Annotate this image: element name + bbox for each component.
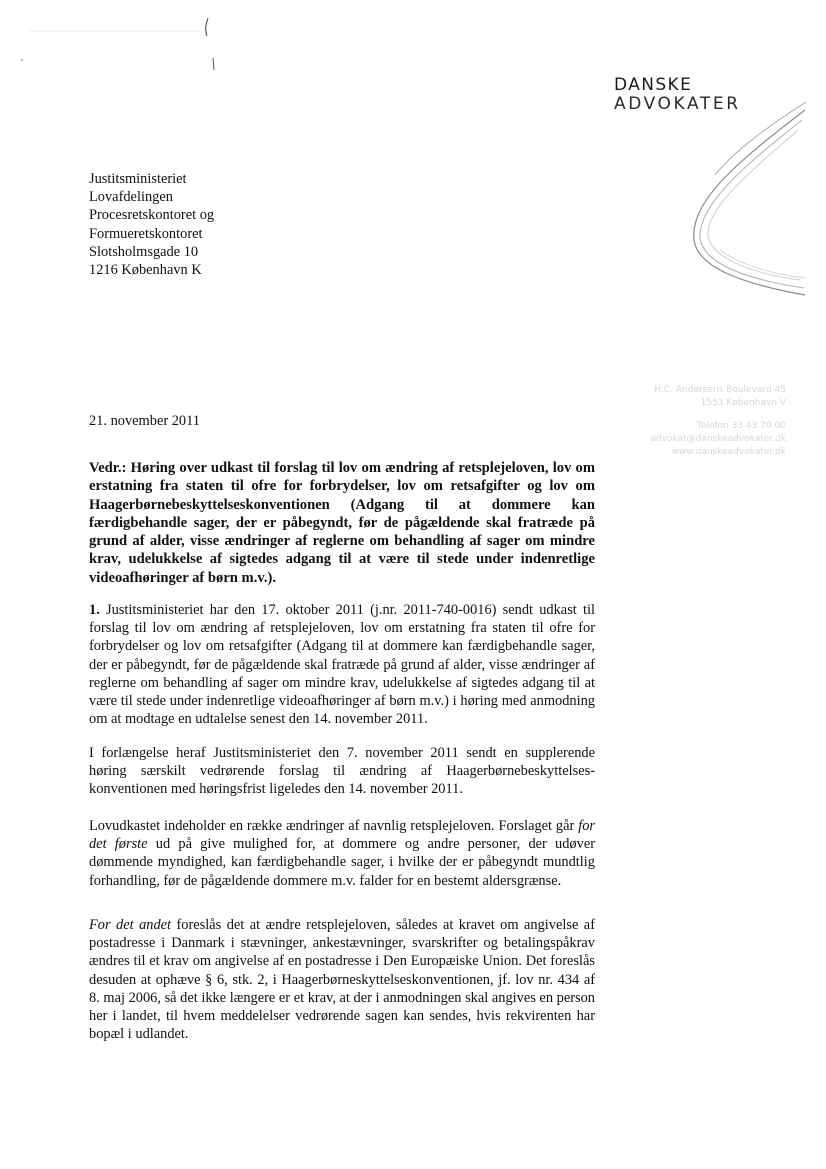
address-line: Justitsministeriet	[89, 171, 187, 187]
sender-contact	[650, 384, 786, 459]
contact-line: H.C. Andersens Boulevard 45	[654, 385, 786, 395]
address-line: Formueretskontoret	[89, 225, 203, 242]
logo-line-2: ADVOKATER	[614, 94, 741, 114]
paragraph-text: ud på give mulighed for, at dommere og andre personer, der udøver dømmende myndighed, kan færdigbehandle sager, i hvilke der er påbegyndt mundtlig forhandling, før de pågældende dommere m.v. falder for en bestemt aldersgrænse.	[89, 836, 595, 889]
address-line: Slotsholmsgade 10	[89, 243, 199, 260]
address-line: Lovafdelingen	[89, 189, 173, 206]
logo-line-1: DANSKE	[614, 75, 693, 95]
paragraph-number: 1.	[89, 602, 100, 618]
contact-line: Telefon 33 43 70 00	[696, 421, 786, 431]
paragraph-text: Lovudkastet indeholder en række ændringer af navnlig retsplejeloven. Forslaget går	[89, 818, 579, 834]
letter-date: 21. november 2011	[89, 413, 200, 429]
contact-line: www.danskeadvokater.dk	[671, 447, 786, 457]
subject-heading: Vedr.: Høring over udkast til forslag til lov om ændring af retsplejeloven, lov om erstatning fra staten til ofre for forbrydelser, lov om retsafgifter og lov om Haagerbørnebeskyttelseskonventionen (Adgang til at dommere kan færdigbehandle sager, der er påbegyndt, før de pågældende skal fratræde på grund af alder, visse ændringer af reglerne om behandling af sager om mindre krav, udelukkelse af sigtedes adgang til at være til stede under indenretlige videoafhøringer af børn m.v.).	[89, 460, 595, 586]
swoosh-graphic	[680, 80, 810, 300]
paragraph-2: I forlængelse heraf Justitsministeriet den 7. november 2011 sendt en supplerende høring særskilt vedrørende forslag til ændring af Haagerbørnebeskyttelses-konventionen med høringsfrist ligeledes den 14. november 2011.	[89, 745, 595, 798]
paragraph-1	[89, 601, 595, 728]
emphasis-text: For det andet	[89, 917, 172, 933]
scan-marks	[0, 0, 826, 80]
paragraph-3	[89, 817, 595, 890]
contact-line: 1553 København V	[700, 398, 786, 408]
recipient-address	[89, 170, 214, 279]
paragraph-text: foreslås det at ændre retsplejeloven, således at kravet om angivelse af postadresse i Danmark i stævninger, ankestævninger, svarskrifter og betalingspåkrav ændres til et krav om angivelse af en postadresse i Den Europæiske Union. Det foreslås desuden at ophæve § 6, stk. 2, i Haagerbørneskyttelseskonventionen, jf. lov nr. 434 af 8. maj 2006, så det ikke længere er et krav, at der i anmodningen skal angives en person her i landet, til hvem meddelelser vedrørende sagen kan sendes, hvis rekvirenten har bopæl i udlandet.	[89, 917, 595, 1043]
emphasis-text: for det første	[89, 818, 595, 853]
address-line: Procesretskontoret og	[89, 207, 215, 224]
contact-line: advokat@danskeadvokater.dk	[650, 434, 786, 444]
paragraph-text: Justitsministeriet har den 17. oktober 2011 (j.nr. 2011-740-0016) sendt udkast til forslag til lov om ændring af retsplejeloven, lov om erstatning fra staten til ofre for forbrydelser og lov om retsafgifter (Adgang til at dommere kan færdigbehandle sager, der er påbegyndt, før de pågældende skal fratræde på grund af alder, visse ændringer af reglerne om behandling af sager om mindre krav, udelukkelse af sigtedes adgang til at være til stede under indenretlige videoafhøringer af børn m.v.) i høring med anmodning om at modtage en udtalelse senest den 14. november 2011.	[89, 602, 595, 728]
paragraph-4	[89, 916, 595, 1043]
address-line: 1216 København K	[89, 262, 202, 279]
